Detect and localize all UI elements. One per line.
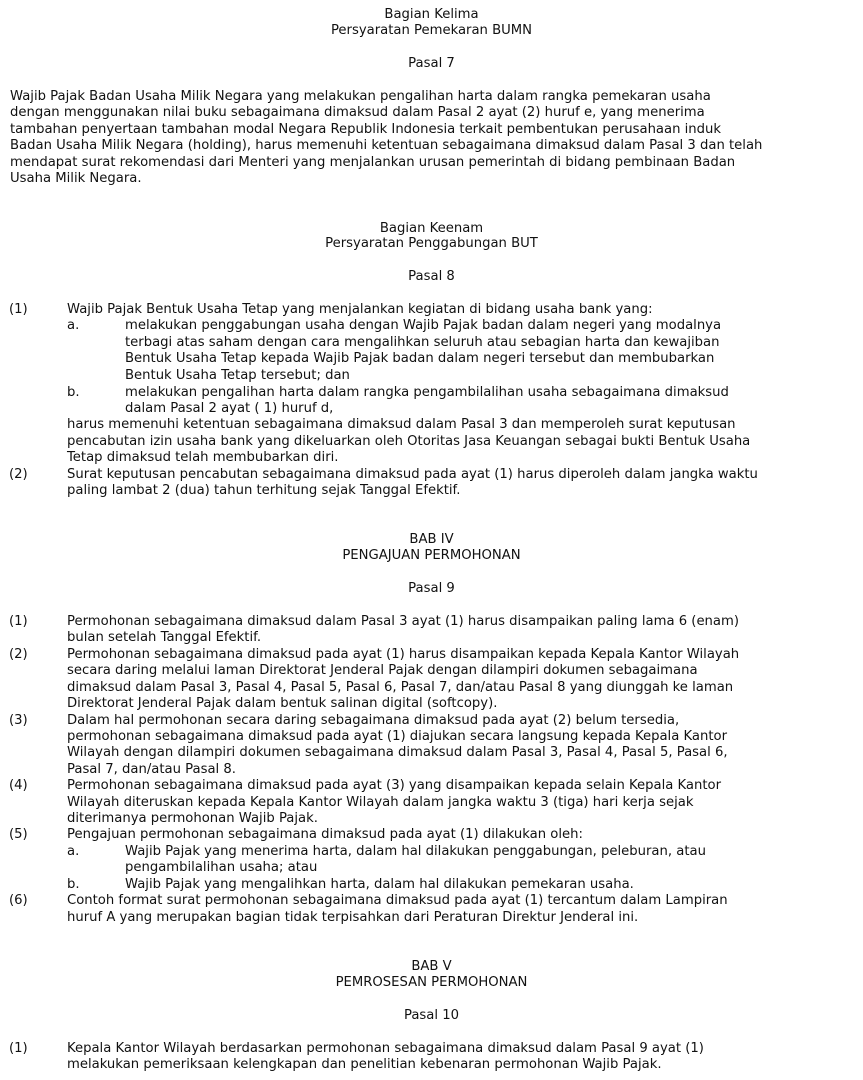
paragraph-line: Wajib Pajak Badan Usaha Milik Negara yang melakukan pengalihan harta dalam rangka pemekaran usaha [10, 89, 711, 104]
ayat-text: Permohonan sebagaimana dimaksud pada ayat (1) harus disampaikan kepada Kepala Kantor Wilayah [67, 647, 740, 662]
paragraph-line: dengan menggunakan nilai buku sebagaimana dimaksud dalam Pasal 2 ayat (2) huruf e, yang menerima [10, 105, 705, 120]
pasal-title: Pasal 8 [408, 269, 455, 284]
item-text: Bentuk Usaha Tetap kepada Wajib Pajak badan dalam negeri tersebut dan membubarkan [125, 351, 715, 366]
item-letter: a. [67, 318, 80, 333]
ayat-text: Pengajuan permohonan sebagaimana dimaksud pada ayat (1) dilakukan oleh: [67, 827, 583, 842]
section-subheading: Persyaratan Pemekaran BUMN [330, 23, 533, 38]
ayat-text: pencabutan izin usaha bank yang dikeluarkan oleh Otoritas Jasa Keuangan sebagai bukti Bentuk Usaha [67, 434, 751, 449]
ayat-text: melakukan pemeriksaan kelengkapan dan penelitian kebenaran permohonan Wajib Pajak. [67, 1057, 662, 1072]
ayat-number: (1) [9, 614, 28, 629]
ayat-text: Dalam hal permohonan secara daring sebagaimana dimaksud pada ayat (2) belum tersedia, [67, 713, 680, 728]
item-text: terbagi atas saham dengan cara mengalihkan seluruh atau sebagian harta dan kewajiban [125, 335, 720, 350]
ayat-text: paling lambat 2 (dua) tahun terhitung sejak Tanggal Efektif. [67, 483, 461, 498]
section-heading: Bagian Keenam [379, 221, 484, 236]
ayat-text: Pasal 7, dan/atau Pasal 8. [67, 762, 236, 777]
paragraph-line: Usaha Milik Negara. [10, 171, 142, 186]
ayat-number: (1) [9, 302, 28, 317]
item-text: melakukan penggabungan usaha dengan Wajib Pajak badan dalam negeri yang modalnya [125, 318, 722, 333]
item-text: pengambilalihan usaha; atau [125, 860, 318, 875]
ayat-text: Wilayah dengan dilampiri dokumen sebagaimana dimaksud dalam Pasal 3, Pasal 4, Pasal 5, Pasal 6, [67, 745, 728, 760]
ayat-number: (2) [9, 467, 28, 482]
item-text: Wajib Pajak yang menerima harta, dalam hal dilakukan penggabungan, peleburan, atau [125, 844, 706, 859]
ayat-text: Kepala Kantor Wilayah berdasarkan permohonan sebagaimana dimaksud dalam Pasal 9 ayat (1) [67, 1041, 704, 1056]
ayat-text: bulan setelah Tanggal Efektif. [67, 630, 262, 645]
ayat-text: harus memenuhi ketentuan sebagaimana dimaksud dalam Pasal 3 dan memperoleh surat keputusan [67, 417, 736, 432]
pasal-title: Pasal 10 [403, 1008, 460, 1023]
item-text: melakukan pengalihan harta dalam rangka pengambilalihan usaha sebagaimana dimaksud [125, 385, 729, 400]
ayat-text: Surat keputusan pencabutan sebagaimana dimaksud pada ayat (1) harus diperoleh dalam jangka waktu [67, 467, 758, 482]
pasal-title: Pasal 9 [408, 581, 455, 596]
ayat-text: permohonan sebagaimana dimaksud pada ayat (1) diajukan secara langsung kepada Kepala Kantor [67, 729, 727, 744]
paragraph-line: tambahan penyertaan tambahan modal Negara Republik Indonesia terkait pembentukan perusahaan induk [10, 122, 722, 137]
item-text: Wajib Pajak yang mengalihkan harta, dalam hal dilakukan pemekaran usaha. [125, 877, 634, 892]
pasal-title: Pasal 7 [408, 56, 455, 71]
ayat-number: (4) [9, 778, 28, 793]
ayat-text: Direktorat Jenderal Pajak dalam bentuk salinan digital (softcopy). [67, 696, 498, 711]
chapter-heading: BAB V [411, 959, 452, 974]
item-letter: b. [67, 877, 80, 892]
section-subheading: Persyaratan Penggabungan BUT [325, 236, 538, 251]
item-text: dalam Pasal 2 ayat ( 1) huruf d, [125, 401, 334, 416]
chapter-heading: BAB IV [409, 532, 454, 547]
ayat-text: dimaksud dalam Pasal 3, Pasal 4, Pasal 5, Pasal 6, Pasal 7, dan/atau Pasal 8 yang diunggah ke laman [67, 680, 734, 695]
ayat-text: Contoh format surat permohonan sebagaimana dimaksud pada ayat (1) tercantum dalam Lampiran [67, 893, 728, 908]
section-heading: Bagian Kelima [384, 7, 479, 22]
chapter-subheading: PENGAJUAN PERMOHONAN [342, 548, 521, 563]
ayat-number: (3) [9, 713, 28, 728]
ayat-text: Wilayah diteruskan kepada Kepala Kantor Wilayah dalam jangka waktu 3 (tiga) hari kerja sejak [67, 795, 694, 810]
ayat-text: Permohonan sebagaimana dimaksud dalam Pasal 3 ayat (1) harus disampaikan paling lama 6 (enam) [67, 614, 739, 629]
ayat-text: Permohonan sebagaimana dimaksud pada ayat (3) yang disampaikan kepada selain Kepala Kantor [67, 778, 722, 793]
ayat-text: secara daring melalui laman Direktorat Jenderal Pajak dengan dilampiri dokumen sebagaimana [67, 663, 698, 678]
ayat-number: (1) [9, 1041, 28, 1056]
paragraph-line: Badan Usaha Milik Negara (holding), harus memenuhi ketentuan sebagaimana dimaksud dalam Pasal 3 dan telah [10, 138, 763, 153]
item-text: Bentuk Usaha Tetap tersebut; dan [125, 368, 350, 383]
ayat-text: huruf A yang merupakan bagian tidak terpisahkan dari Peraturan Direktur Jenderal ini. [67, 910, 639, 925]
paragraph-line: mendapat surat rekomendasi dari Menteri yang menjalankan urusan pemerintah di bidang pembinaan Badan [10, 155, 736, 170]
ayat-number: (2) [9, 647, 28, 662]
ayat-text: Wajib Pajak Bentuk Usaha Tetap yang menjalankan kegiatan di bidang usaha bank yang: [67, 302, 653, 317]
ayat-text: diterimanya permohonan Wajib Pajak. [67, 811, 318, 826]
item-letter: b. [67, 385, 80, 400]
ayat-number: (5) [9, 827, 28, 842]
ayat-text: Tetap dimaksud telah membubarkan diri. [67, 450, 339, 465]
item-letter: a. [67, 844, 80, 859]
chapter-subheading: PEMROSESAN PERMOHONAN [335, 975, 528, 990]
ayat-number: (6) [9, 893, 28, 908]
